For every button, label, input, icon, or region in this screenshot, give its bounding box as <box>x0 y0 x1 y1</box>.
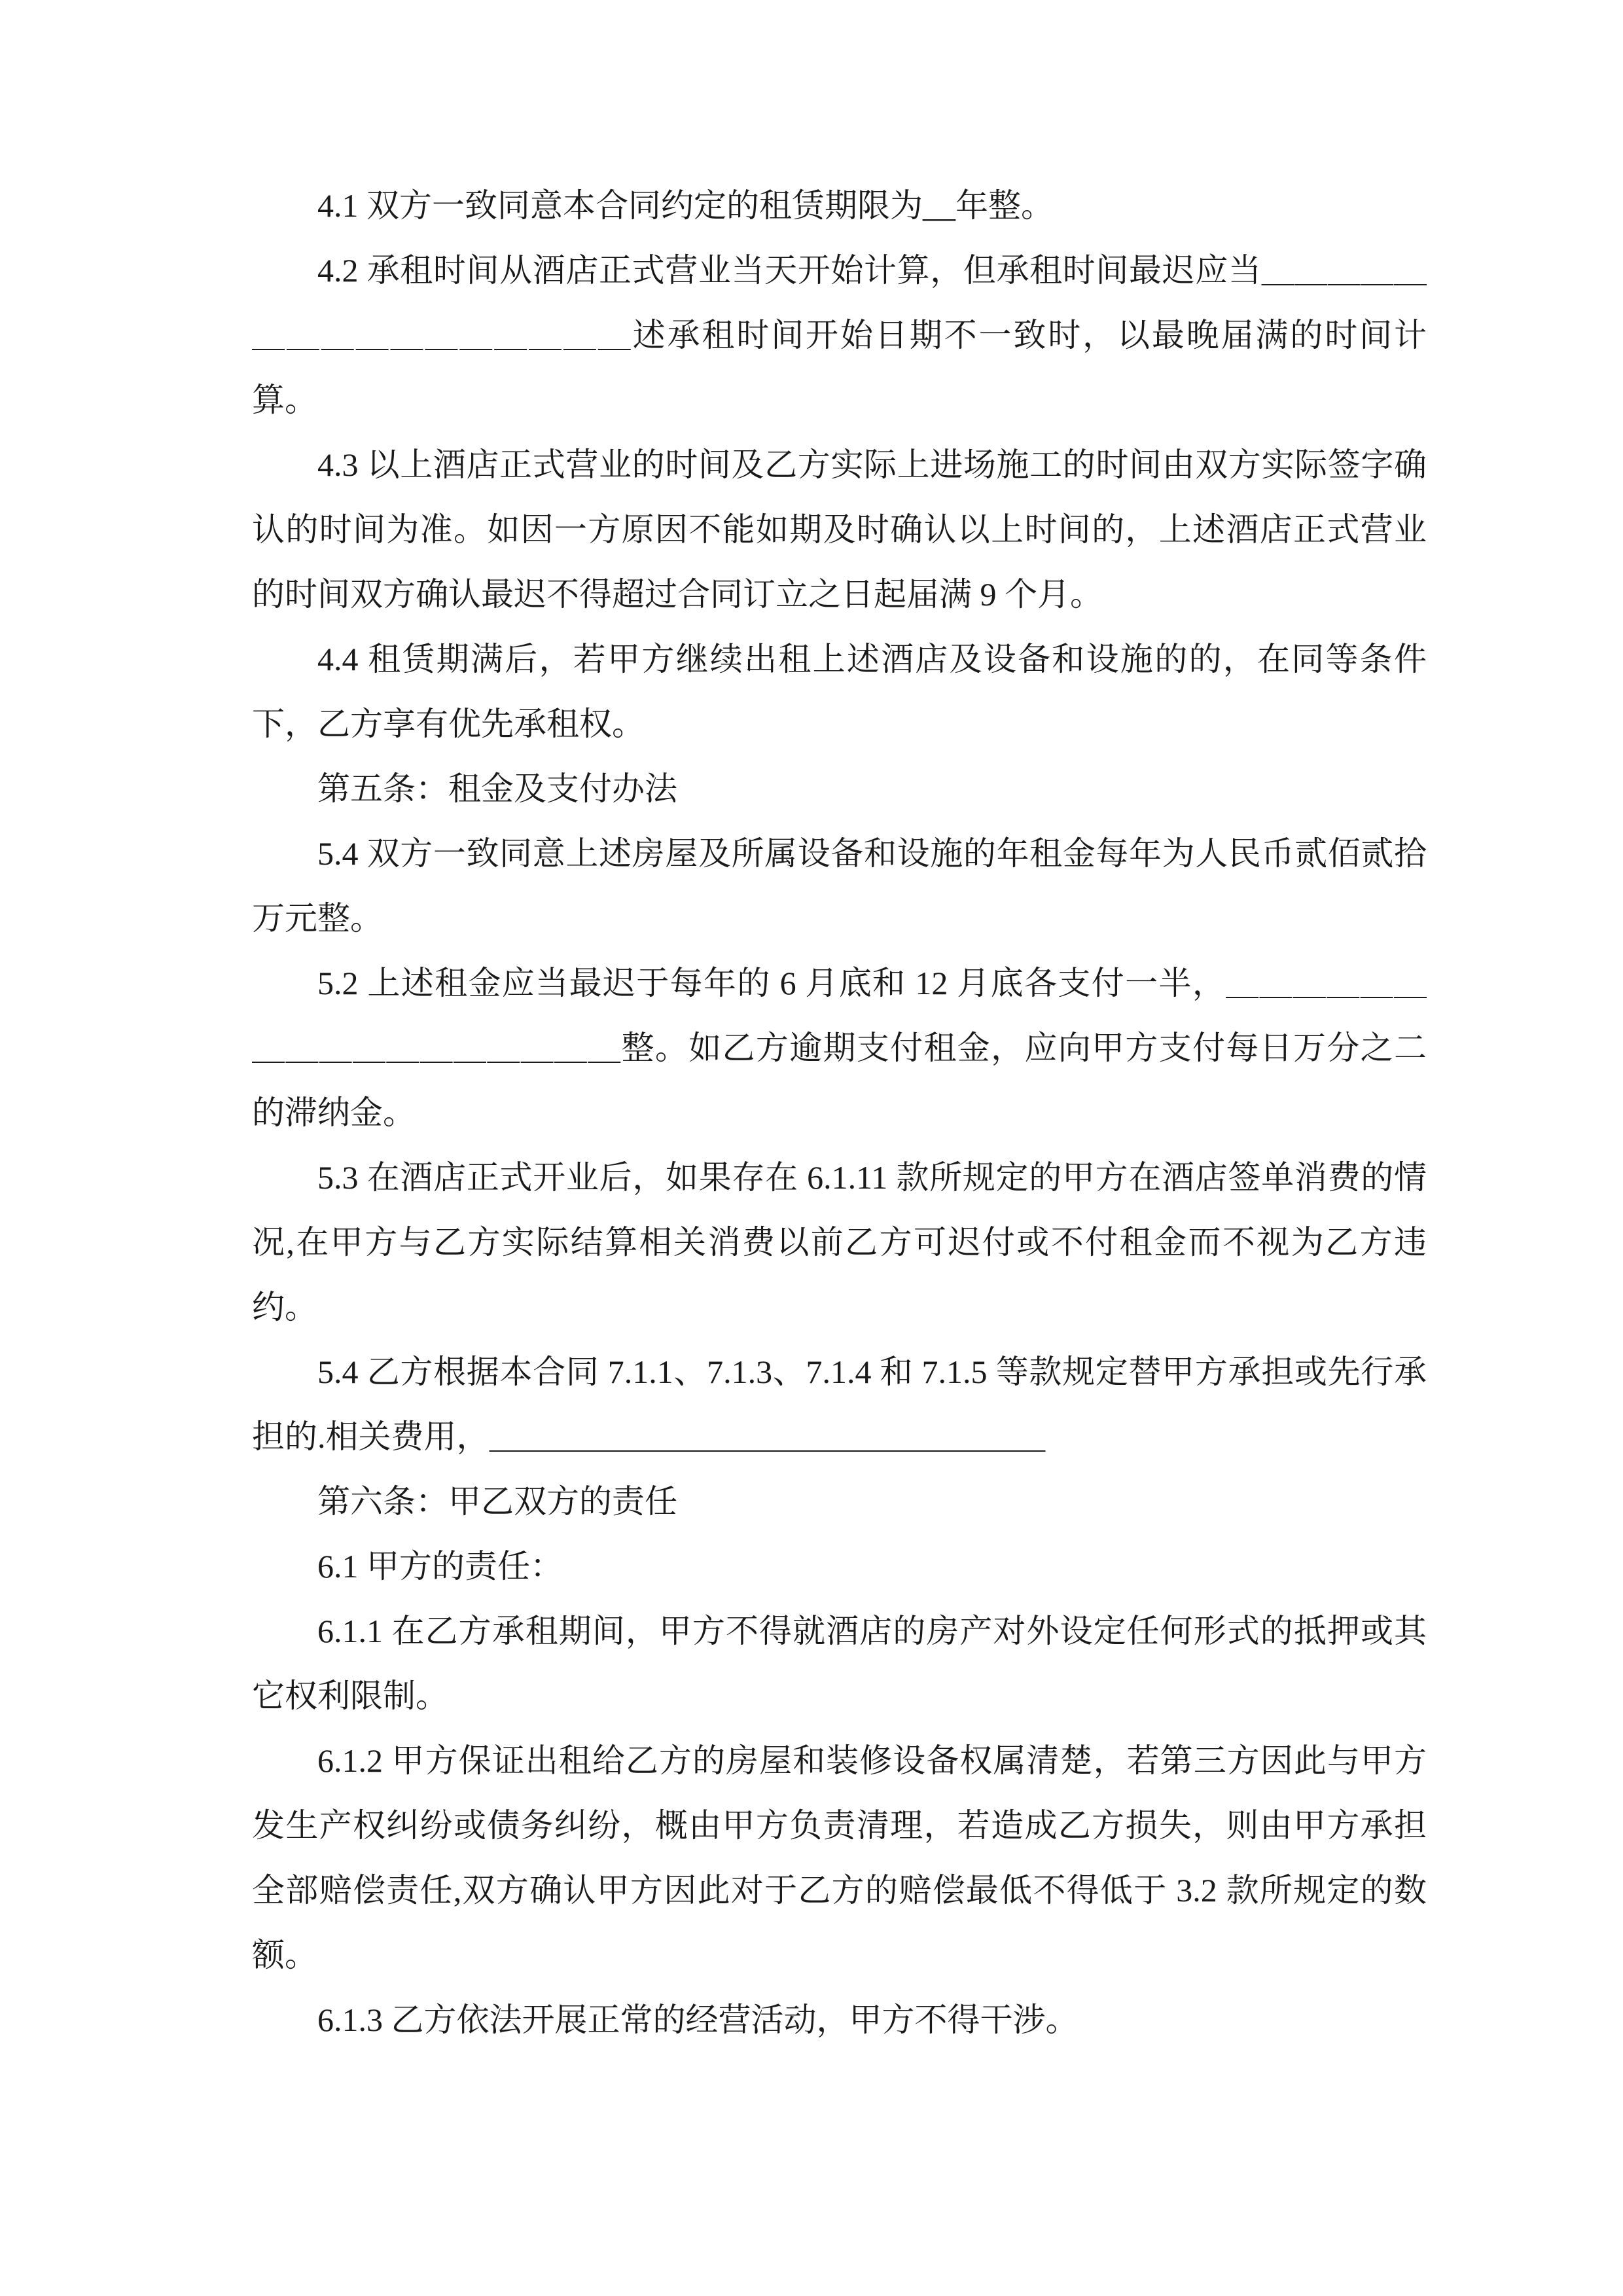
paragraph-5-3: 5.3 在酒店正式开业后，如果存在 6.1.11 款所规定的甲方在酒店签单消费的情况,在甲方与乙方实际结算相关消费以前乙方可迟付或不付租金而不视为乙方违约。 <box>252 1159 1427 1325</box>
paragraph-4-3: 4.3 以上酒店正式营业的时间及乙方实际上进场施工的时间由双方实际签字确认的时间为准。如因一方原因不能如期及时确认以上时间的，上述酒店正式营业的时间双方确认最迟不得超过合同订立之日起届满 9 个月。 <box>252 446 1427 613</box>
paragraph-6-1-1: 6.1.1 在乙方承租期间，甲方不得就酒店的房产对外设定任何形式的抵押或其它权利限制。 <box>252 1613 1427 1714</box>
paragraph-4-4: 4.4 租赁期满后，若甲方继续出租上述酒店及设备和设施的的，在同等条件下，乙方享有优先承租权。 <box>252 641 1427 742</box>
article-5-heading: 第五条：租金及支付办法 <box>317 770 677 807</box>
paragraph-4-1: 4.1 双方一致同意本合同约定的租赁期限为__年整。 <box>317 187 1054 224</box>
article-6-heading: 第六条：甲乙双方的责任 <box>317 1483 677 1520</box>
paragraph-6-1: 6.1 甲方的责任： <box>317 1548 563 1585</box>
paragraph-6-1-2: 6.1.2 甲方保证出租给乙方的房屋和装修设备权属清楚，若第三方因此与甲方发生产权纠纷或债务纠纷，概由甲方负责清理，若造成乙方损失，则由甲方承担全部赔偿责任,双方确认甲方因此对于乙方的赔偿最低不得低于 3.2 款所规定的数额。 <box>252 1742 1427 1973</box>
document-body <box>252 173 1427 2053</box>
paragraph-6-1-3: 6.1.3 乙方依法开展正常的经营活动，甲方不得干涉。 <box>317 2001 1079 2038</box>
paragraph-5-2: 5.2 上述租金应当最迟于每年的 6 月底和 12 月底各支付一半，＿＿＿＿＿＿＿＿＿＿＿＿＿＿＿＿＿整。如乙方逾期支付租金，应向甲方支付每日万分之二的滞纳金。 <box>252 965 1427 1131</box>
paragraph-5-4a: 5.4 双方一致同意上述房屋及所属设备和设施的年租金每年为人民币贰佰贰拾万元整。 <box>252 835 1427 937</box>
paragraph-5-4b: 5.4 乙方根据本合同 7.1.1、7.1.3、7.1.4 和 7.1.5 等款规定替甲方承担或先行承担的.相关费用，＿＿＿＿＿＿＿＿＿＿＿＿＿＿＿＿＿ <box>252 1354 1427 1455</box>
paragraph-4-2: 4.2 承租时间从酒店正式营业当天开始计算，但承租时间最迟应当＿＿＿＿＿＿＿＿＿＿＿＿＿＿＿＿述承租时间开始日期不一致时，以最晚届满的时间计算。 <box>252 252 1427 418</box>
